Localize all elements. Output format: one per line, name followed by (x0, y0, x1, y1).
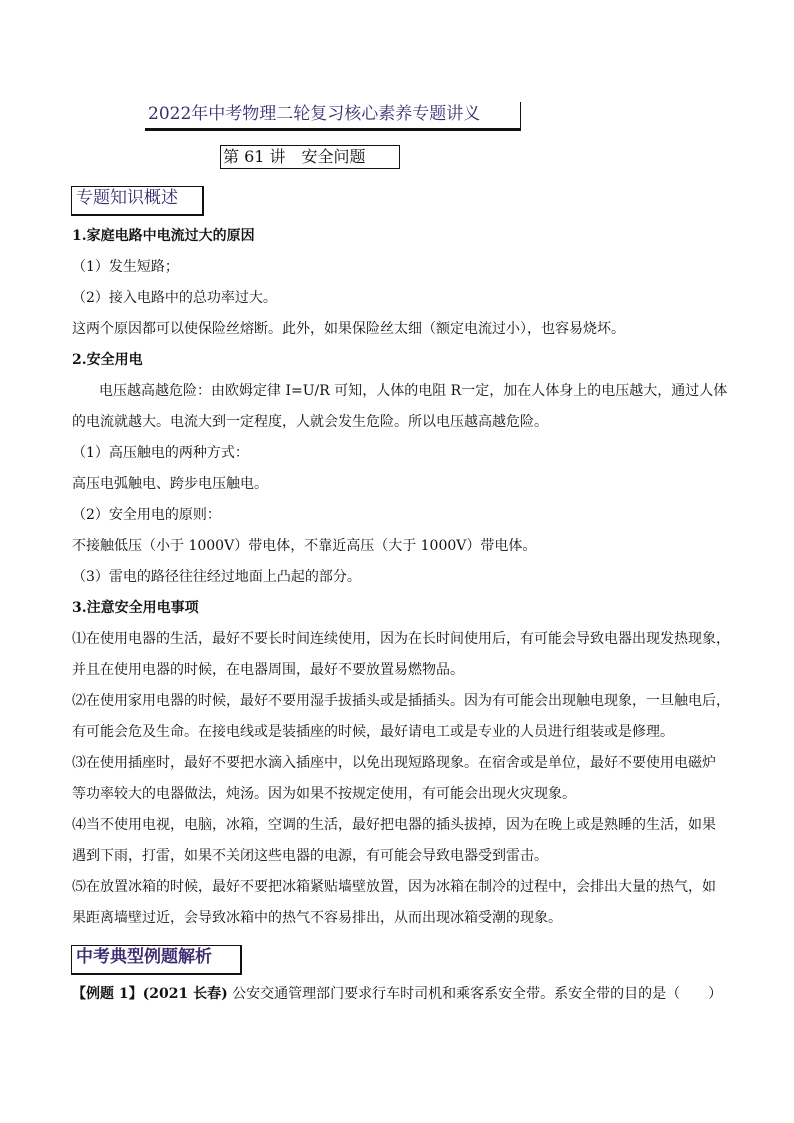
example-tag: 【例题 1】(2021 长春) (72, 986, 228, 1002)
paragraph: 果距离墙壁过近，会导致冰箱中的热气不容易排出，从而出现冰箱受潮的现象。 (72, 910, 562, 926)
examples-heading: 中考典型例题解析 (71, 945, 242, 975)
title-frame (145, 102, 521, 129)
lecture-title: 第 61 讲 安全问题 (220, 145, 400, 169)
title-underline (145, 129, 521, 131)
example-text: 公安交通管理部门要求行车时司机和乘客系安全带。系安全带的目的是（ ） (227, 986, 723, 1002)
overview-heading: 专题知识概述 (71, 186, 204, 216)
example-question (72, 984, 722, 1004)
paragraph: 并且在使用电器的时候，在电器周围，最好不要放置易燃物品。 (72, 662, 464, 678)
paragraph: 有可能会危及生命。在接电线或是装插座的时候，最好请电工或是专业的人员进行组装或是修理。 (72, 724, 674, 740)
paragraph: 这两个原因都可以使保险丝熔断。此外，如果保险丝太细（额定电流过小），也容易烧坏。 (72, 321, 625, 337)
paragraph: ⑷当不使用电视，电脑，冰箱，空调的生活，最好把电器的插头拔掉，因为在晚上或是熟睡的生活，如果 (72, 817, 716, 833)
paragraph: 等功率较大的电器做法，炖汤。因为如果不按规定使用，有可能会出现火灾现象。 (72, 786, 576, 802)
paragraph: 不接触低压（小于 1000V）带电体，不靠近高压（大于 1000V）带电体。 (72, 538, 537, 554)
paragraph: （1）发生短路； (72, 259, 179, 275)
heading-safe-electricity: 2.安全用电 (72, 352, 143, 368)
paragraph: ⑶在使用插座时，最好不要把水滴入插座中，以免出现短路现象。在宿舍或是单位，最好不要使用电磁炉 (72, 755, 716, 771)
paragraph: ⑵在使用家用电器的时候，最好不要用湿手拔插头或是插插头。因为有可能会出现触电现象，一旦触电后， (72, 693, 730, 709)
heading-overcurrent-causes: 1.家庭电路中电流过大的原因 (72, 228, 255, 244)
paragraph: 遇到下雨，打雷，如果不关闭这些电器的电源，有可能会导致电器受到雷击。 (72, 848, 548, 864)
paragraph: 高压电弧触电、跨步电压触电。 (72, 476, 268, 492)
document-main-title: 2022年中考物理二轮复习核心素养专题讲义 (146, 103, 520, 128)
paragraph: （1）高压触电的两种方式： (72, 445, 249, 461)
paragraph: ⑸在放置冰箱的时候，最好不要把冰箱紧贴墙壁放置，因为冰箱在制冷的过程中，会排出大量的热气，如 (72, 879, 716, 895)
paragraph: 的电流就越大。电流大到一定程度，人就会发生危险。所以电压越高越危险。 (72, 414, 548, 430)
paragraph: （2）安全用电的原则： (72, 507, 221, 523)
paragraph: 电压越高越危险：由欧姆定律 I=U/R 可知，人体的电阻 R一定，加在人体身上的电压越大，通过人体 (99, 383, 728, 399)
paragraph: （2）接入电路中的总功率过大。 (72, 290, 277, 306)
paragraph: （3）雷电的路径往往经过地面上凸起的部分。 (72, 569, 361, 585)
heading-safety-notes: 3.注意安全用电事项 (72, 600, 199, 616)
paragraph: ⑴在使用电器的生活，最好不要长时间连续使用，因为在长时间使用后，有可能会导致电器出现发热现象， (72, 631, 730, 647)
